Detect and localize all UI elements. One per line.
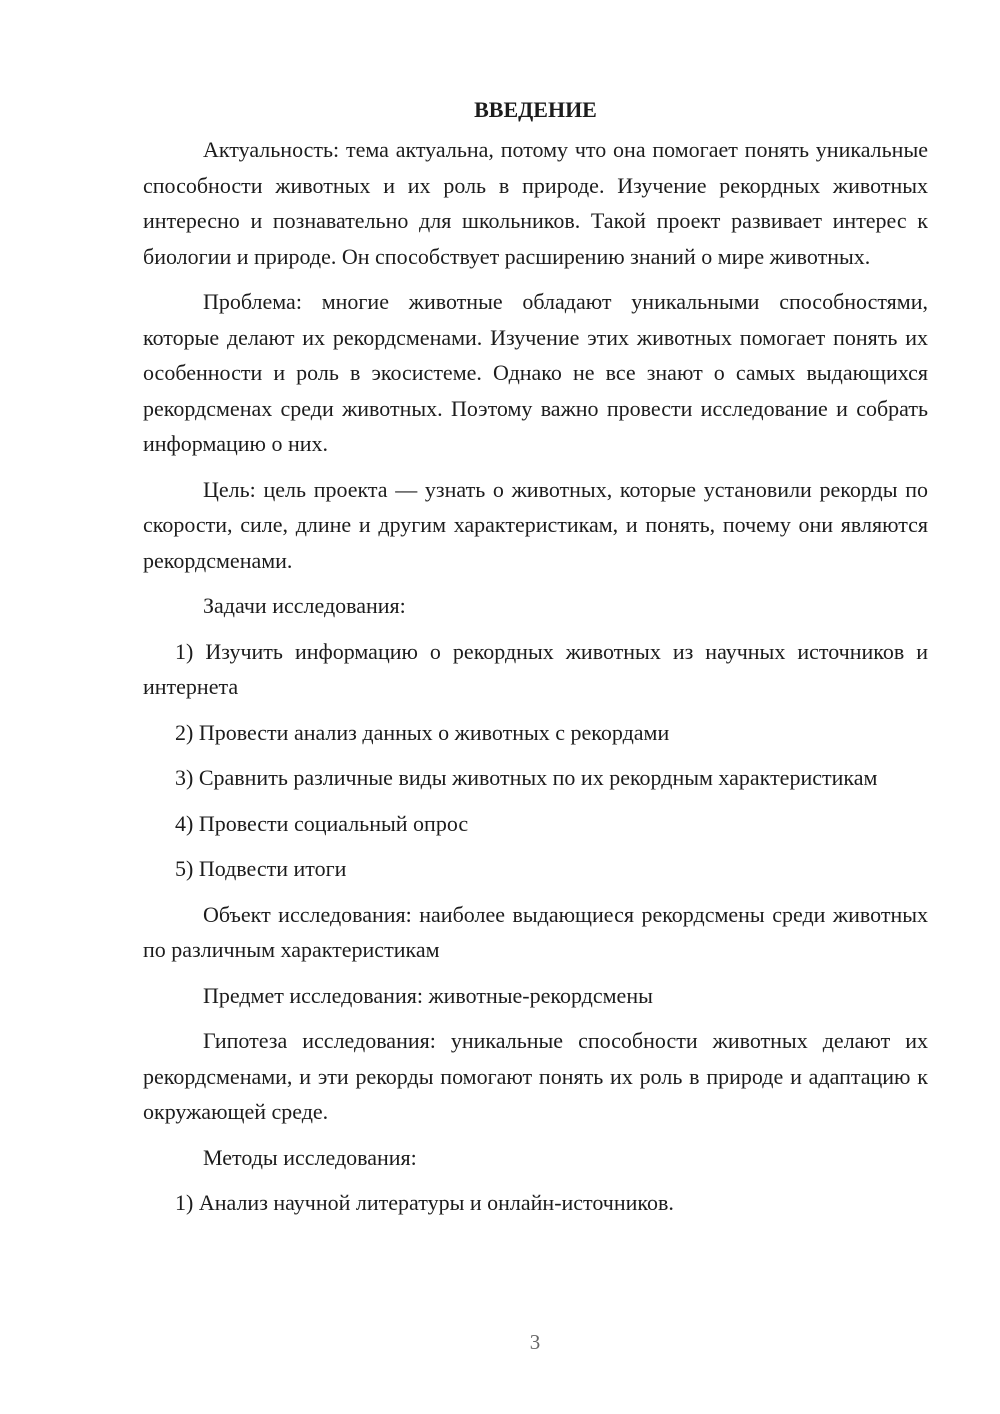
- problem-paragraph: Проблема: многие животные обладают уникальными способностями, которые делают их рекордсменами. Изучение этих животных помогает понять их особенности и роль в экосистеме. Однако не все знают о самых выдающихся рекордсменах среди животных. Поэтому важно провести исследование и собрать информацию о них.: [143, 289, 928, 456]
- task-item: 5) Подвести итоги: [175, 856, 347, 881]
- method-item: 1) Анализ научной литературы и онлайн-источников.: [175, 1190, 674, 1215]
- object-paragraph: Объект исследования: наиболее выдающиеся рекордсмены среди животных по различным характеристикам: [143, 901, 928, 962]
- task-item: 1) Изучить информацию о рекордных животных из научных источников и интернета: [143, 638, 928, 699]
- hypothesis-paragraph: Гипотеза исследования: уникальные способности животных делают их рекордсменами, и эти рекорды помогают понять их роль в природе и адаптацию к окружающей среде.: [143, 1028, 928, 1124]
- methods-heading: Методы исследования:: [203, 1144, 417, 1170]
- relevance-paragraph: Актуальность: тема актуальна, потому что она помогает понять уникальные способности животных и их роль в природе. Изучение рекордных животных интересно и познавательно для школьников. Такой проект развивает интерес к биологии и природе. Он способствует расширению знаний о мире животных.: [143, 137, 928, 269]
- task-item: 3) Сравнить различные виды животных по их рекордным характеристикам: [175, 765, 878, 790]
- subject-paragraph: Предмет исследования: животные-рекордсмены: [203, 982, 653, 1008]
- document-page: [143, 88, 928, 1231]
- goal-paragraph: Цель: цель проекта — узнать о животных, которые установили рекорды по скорости, силе, длине и другим характеристикам, и понять, почему они являются рекордсменами.: [143, 476, 928, 573]
- task-item: 2) Провести анализ данных о животных с рекордами: [175, 719, 670, 745]
- section-title: ВВЕДЕНИЕ: [474, 97, 597, 122]
- tasks-heading: Задачи исследования:: [203, 593, 406, 618]
- task-item: 4) Провести социальный опрос: [175, 810, 469, 836]
- page-number: 3: [529, 1330, 541, 1354]
